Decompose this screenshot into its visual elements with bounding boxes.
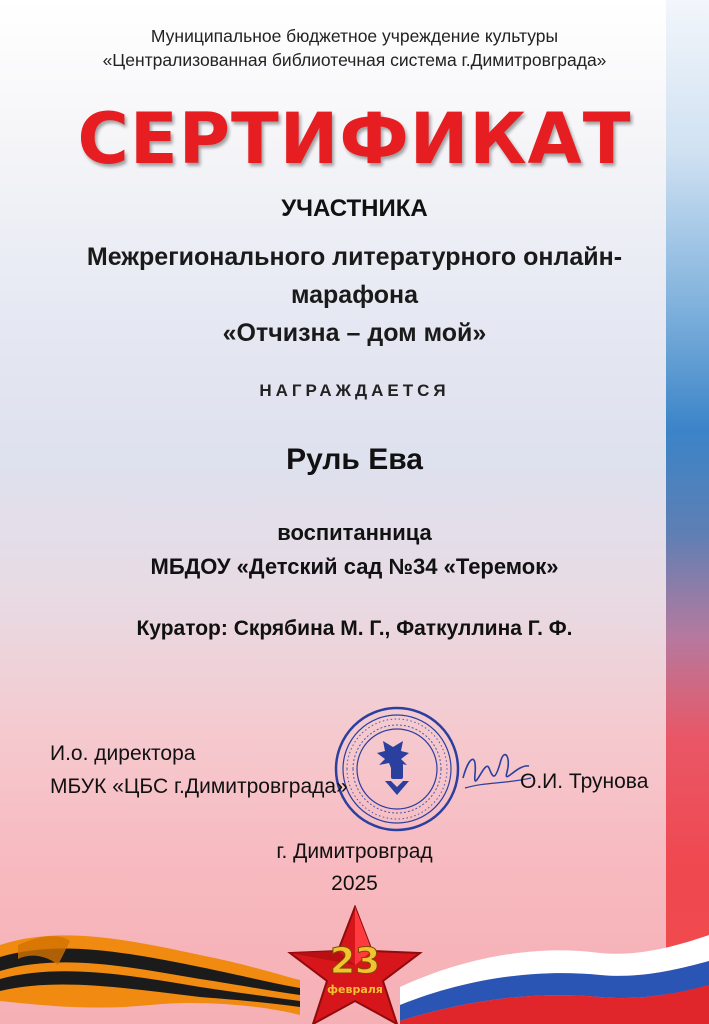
issue-year: 2025 <box>331 872 378 895</box>
org-line-1: Муниципальное бюджетное учреждение культуры <box>150 26 559 46</box>
recipient-name: Руль Ева <box>286 443 423 476</box>
certificate-subtitle: УЧАСТНИКА <box>281 195 428 222</box>
event-line-2: марафона <box>290 281 419 309</box>
tricolor-ribbon <box>400 935 709 1024</box>
organization-header <box>0 24 709 72</box>
event-line-3: «Отчизна – дом мой» <box>222 319 487 347</box>
issue-place-date <box>0 836 709 900</box>
holiday-ribbons-decoration <box>0 905 709 1024</box>
position-line-1: И.о. директора <box>50 742 196 765</box>
event-name <box>0 238 709 352</box>
round-seal-with-eagle-icon <box>333 705 461 833</box>
role-line-2: МБДОУ «Детский сад №34 «Теремок» <box>150 554 559 579</box>
curator-line: Куратор: Скрябина М. Г., Фаткуллина Г. Ф. <box>136 617 573 640</box>
issue-city: г. Димитровград <box>276 840 433 863</box>
st-george-ribbon <box>0 935 300 1015</box>
signer-name: О.И. Трунова <box>520 770 649 793</box>
recipient-role <box>0 516 709 584</box>
org-line-2: «Централизованная библиотечная система г.Димитровграда» <box>102 50 607 70</box>
certificate-title: СЕРТИФИКАТ <box>77 98 632 180</box>
star-caption: февраля <box>327 983 383 996</box>
role-line-1: воспитанница <box>277 520 432 545</box>
director-position <box>50 737 348 803</box>
awarded-label: НАГРАЖДАЕТСЯ <box>259 381 450 400</box>
event-line-1: Межрегионального литературного онлайн- <box>86 243 623 271</box>
position-line-2: МБУК «ЦБС г.Димитровграда» <box>50 775 348 798</box>
star-number: 23 <box>329 941 381 982</box>
